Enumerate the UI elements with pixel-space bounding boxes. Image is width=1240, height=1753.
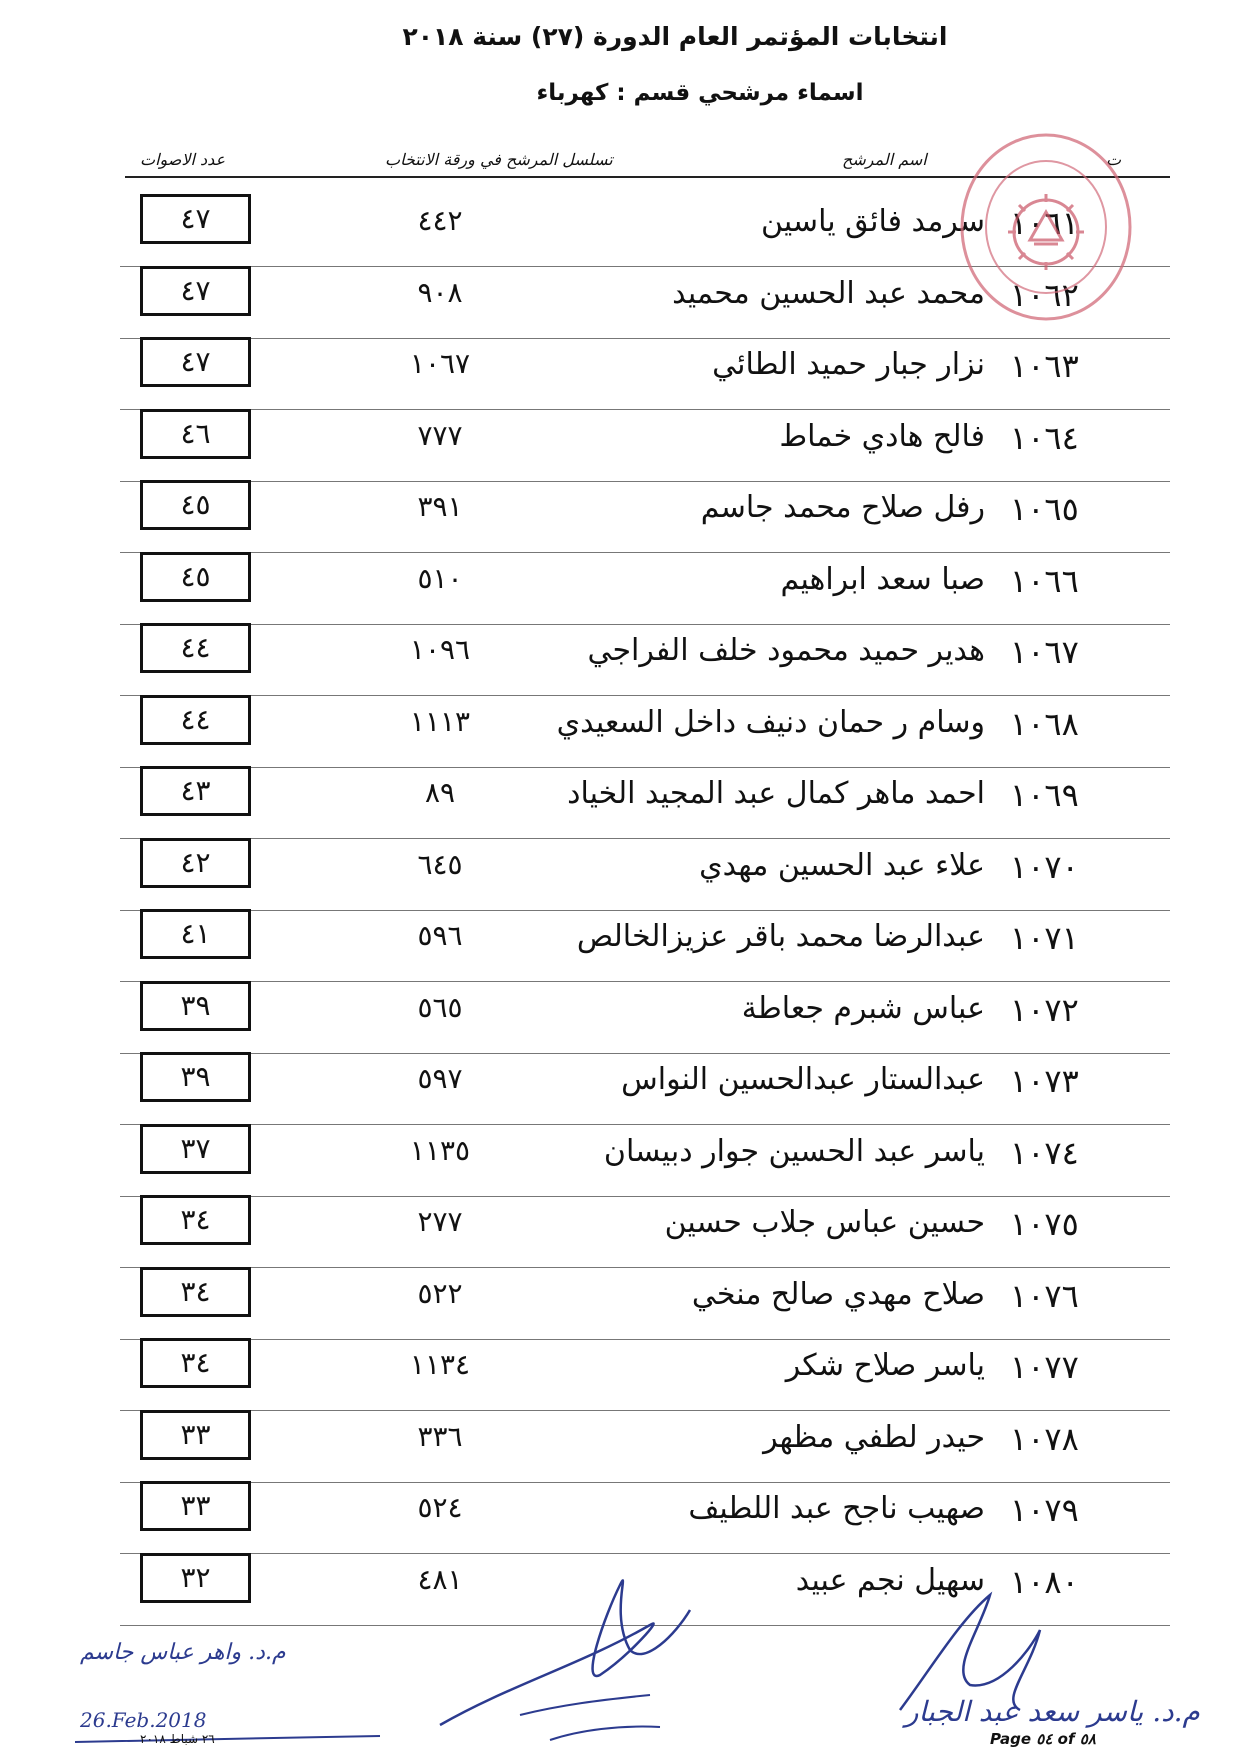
- candidate-name: محمد عبد الحسين محميد: [672, 275, 985, 311]
- table-row: [0, 1334, 1240, 1406]
- candidate-name: ياسر صلاح شكر: [785, 1348, 985, 1383]
- candidate-name: وسام ر حمان دنيف داخل السعيدي: [556, 704, 985, 740]
- candidate-ballot-number: ٧٧٧: [417, 418, 463, 452]
- candidate-seq: ١٠٨٠: [1010, 1562, 1079, 1601]
- candidate-name: فالح هادي خماط: [779, 418, 985, 454]
- candidate-votes-box: ٣٧: [140, 1124, 251, 1174]
- printed-date: ٢٦ شباط ٢٠١٨: [140, 1732, 215, 1746]
- column-header-seq: ت: [1106, 150, 1122, 169]
- candidate-seq: ١٠٧٣: [1010, 1062, 1079, 1100]
- candidate-name: سرمد فائق ياسين: [761, 204, 985, 239]
- column-header-ballot: تسلسل المرشح في ورقة الانتخاب: [385, 150, 613, 169]
- candidate-votes-box: ٣٤: [140, 1195, 251, 1245]
- table-row: [0, 619, 1240, 691]
- candidate-votes-box: ٣٣: [140, 1481, 251, 1531]
- candidate-seq: ١٠٦٢: [1010, 275, 1079, 314]
- candidate-seq: ١٠٦٨: [1010, 704, 1079, 743]
- signature-middle-icon: [430, 1555, 700, 1745]
- signature-left-name: م.د. واهر عباس جاسم: [80, 1640, 286, 1665]
- column-header-votes: عدد الاصوات: [140, 150, 226, 169]
- table-row: [0, 905, 1240, 977]
- candidate-ballot-number: ٤٨١: [417, 1562, 463, 1596]
- candidate-seq: ١٠٧٩: [1010, 1491, 1079, 1529]
- candidate-name: احمد ماهر كمال عبد المجيد الخياد: [567, 776, 985, 811]
- signature-right-name: م.د. ياسر سعد عبد الجبار: [905, 1695, 1200, 1728]
- candidate-name: صلاح مهدي صالح منخي: [691, 1276, 985, 1312]
- handwritten-date: 26.Feb.2018: [80, 1708, 207, 1732]
- candidate-votes-box: ٤٤: [140, 623, 251, 673]
- candidate-votes-box: ٤١: [140, 909, 251, 959]
- candidate-ballot-number: ٣٣٦: [417, 1419, 463, 1453]
- table-row: [0, 548, 1240, 620]
- candidate-votes-box: ٤٤: [140, 695, 251, 745]
- candidate-seq: ١٠٧٧: [1010, 1348, 1079, 1386]
- table-row: [0, 476, 1240, 548]
- candidate-ballot-number: ٥٦٥: [417, 990, 463, 1024]
- candidate-votes-box: ٤٦: [140, 409, 251, 459]
- table-row: [0, 762, 1240, 834]
- candidate-name: صهيب ناجح عبد اللطيف: [688, 1491, 985, 1526]
- candidate-votes-box: ٣٣: [140, 1410, 251, 1460]
- candidate-votes-box: ٣٤: [140, 1338, 251, 1388]
- page-subtitle: اسماء مرشحي قسم : كهرباء: [536, 80, 864, 106]
- candidate-name: ياسر عبد الحسين جوار دبيسان: [603, 1133, 985, 1169]
- candidate-seq: ١٠٦١: [1010, 204, 1079, 242]
- candidate-votes-box: ٤٢: [140, 838, 251, 888]
- candidate-seq: ١٠٧١: [1010, 919, 1079, 957]
- candidate-votes-box: ٣٩: [140, 1052, 251, 1102]
- candidate-name: حيدر لطفي مظهر: [763, 1419, 985, 1455]
- candidate-name: هدير حميد محمود خلف الفراجي: [587, 633, 985, 668]
- candidate-votes-box: ٤٥: [140, 480, 251, 530]
- table-row: [0, 834, 1240, 906]
- candidate-votes-box: ٤٧: [140, 194, 251, 244]
- table-row: [0, 1477, 1240, 1549]
- candidate-seq: ١٠٧٠: [1010, 847, 1079, 886]
- candidate-ballot-number: ٥٢٢: [417, 1276, 463, 1310]
- table-row: [0, 405, 1240, 477]
- candidate-seq: ١٠٦٧: [1010, 633, 1079, 671]
- candidate-ballot-number: ٥٢٤: [417, 1491, 463, 1524]
- candidate-votes-box: ٤٣: [140, 766, 251, 816]
- candidate-name: عباس شبرم جعاطة: [741, 990, 985, 1026]
- page-title: انتخابات المؤتمر العام الدورة (٢٧) سنة ٢٠١٨: [402, 22, 948, 51]
- candidate-votes-box: ٣٤: [140, 1267, 251, 1317]
- table-row: [0, 1263, 1240, 1335]
- table-row: [0, 1406, 1240, 1478]
- candidate-ballot-number: ٨٩: [424, 776, 456, 809]
- column-header-name: اسم المرشح: [842, 150, 927, 169]
- official-stamp-icon: [958, 132, 1133, 322]
- candidate-ballot-number: ٥٩٦: [417, 919, 463, 952]
- table-row: [0, 1120, 1240, 1192]
- candidate-name: حسين عباس جلاب حسين: [664, 1205, 985, 1240]
- candidate-ballot-number: ٥٩٧: [417, 1062, 463, 1095]
- candidate-seq: ١٠٧٨: [1010, 1419, 1079, 1458]
- candidate-ballot-number: ٩٠٨: [417, 275, 463, 309]
- candidate-seq: ١٠٦٤: [1010, 418, 1079, 457]
- candidate-votes-box: ٤٧: [140, 337, 251, 387]
- table-row: [0, 691, 1240, 763]
- candidate-name: صبا سعد ابراهيم: [780, 561, 985, 597]
- page-number: Page ٥٤ of ٥٨: [990, 1730, 1096, 1748]
- candidate-ballot-number: ١٠٩٦: [409, 633, 471, 666]
- candidate-ballot-number: ١١١٣: [409, 704, 471, 738]
- candidate-ballot-number: ٣٩١: [417, 490, 463, 523]
- candidate-ballot-number: ٦٤٥: [417, 847, 463, 881]
- candidate-ballot-number: ١٠٦٧: [409, 347, 471, 380]
- candidate-seq: ١٠٧٢: [1010, 990, 1079, 1029]
- table-row: [0, 1048, 1240, 1120]
- candidate-name: عبدالستار عبدالحسين النواس: [621, 1062, 985, 1097]
- candidate-name: علاء عبد الحسين مهدي: [699, 847, 985, 883]
- candidate-ballot-number: ١١٣٥: [409, 1133, 471, 1167]
- table-row: [0, 977, 1240, 1049]
- candidate-seq: ١٠٧٥: [1010, 1205, 1079, 1243]
- table-row: [0, 1191, 1240, 1263]
- candidate-seq: ١٠٦٣: [1010, 347, 1079, 385]
- candidate-ballot-number: ٤٤٢: [417, 204, 463, 237]
- candidate-seq: ١٠٧٦: [1010, 1276, 1079, 1315]
- candidate-name: نزار جبار حميد الطائي: [712, 347, 985, 382]
- candidate-votes-box: ٤٧: [140, 266, 251, 316]
- candidate-ballot-number: ٥١٠: [417, 561, 463, 595]
- candidate-votes-box: ٤٥: [140, 552, 251, 602]
- candidate-name: رفل صلاح محمد جاسم: [700, 490, 985, 525]
- candidate-votes-box: ٣٢: [140, 1553, 251, 1603]
- candidate-ballot-number: ٢٧٧: [417, 1205, 463, 1238]
- candidate-name: عبدالرضا محمد باقر عزيزالخالص: [576, 919, 985, 954]
- underline-stroke-icon: [70, 1700, 390, 1750]
- candidate-seq: ١٠٦٦: [1010, 561, 1079, 600]
- candidate-seq: ١٠٦٩: [1010, 776, 1079, 814]
- candidate-seq: ١٠٧٤: [1010, 1133, 1079, 1172]
- table-row: [0, 333, 1240, 405]
- candidate-ballot-number: ١١٣٤: [409, 1348, 471, 1381]
- candidate-name: سهيل نجم عبيد: [795, 1562, 985, 1598]
- candidate-votes-box: ٣٩: [140, 981, 251, 1031]
- candidate-seq: ١٠٦٥: [1010, 490, 1079, 528]
